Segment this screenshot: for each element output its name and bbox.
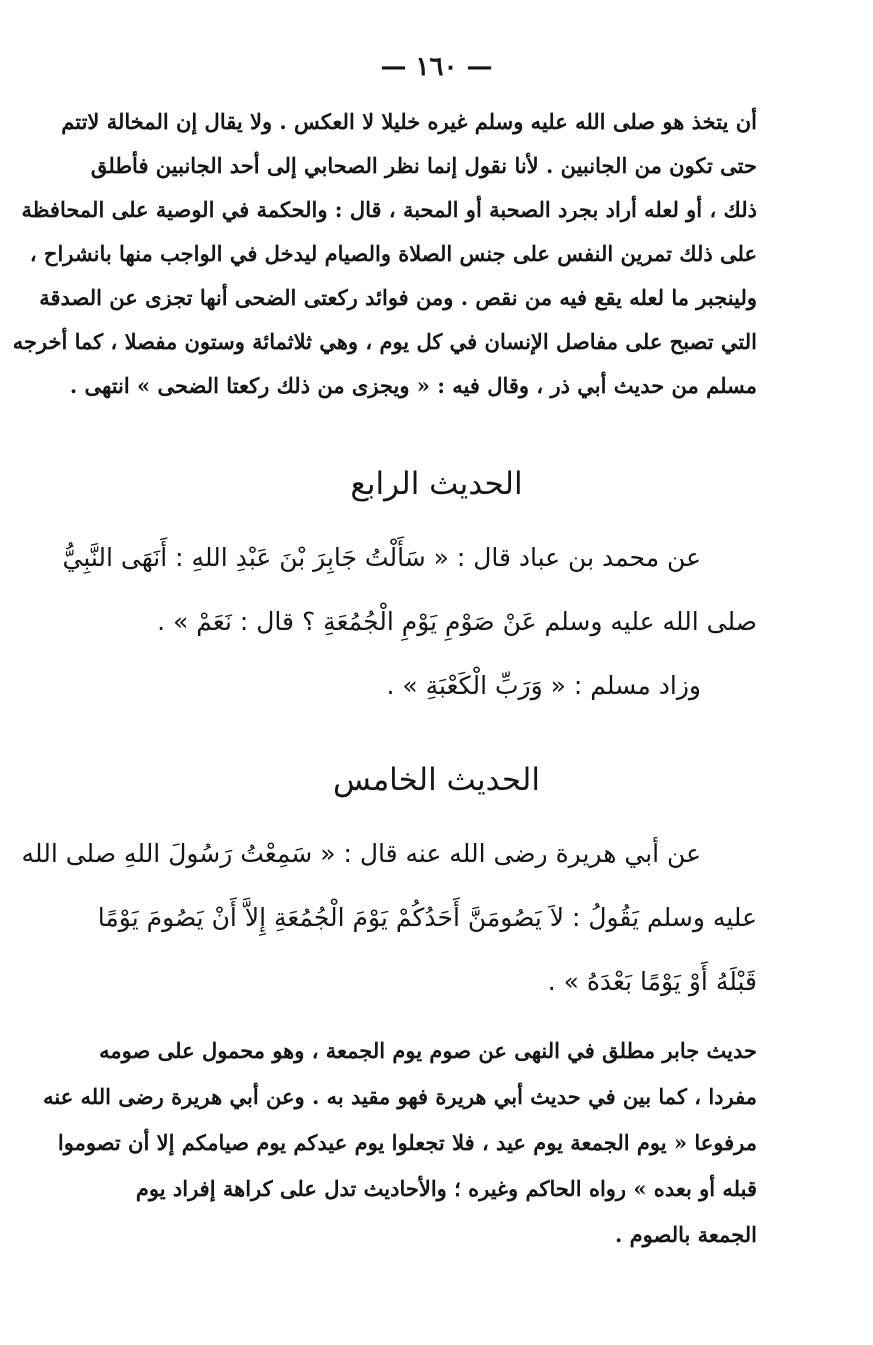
commentary-paragraph-top <box>12 100 757 408</box>
hadith-line: عن أبي هريرة رضى الله عنه قال : « سَمِعْتُ رَسُولَ اللهِ صلى الله <box>21 839 701 868</box>
hadith-line: صلى الله عليه وسلم عَنْ صَوْمِ يَوْمِ الْجُمُعَةِ ؟ قال : نَعَمْ » . <box>157 607 757 636</box>
commentary-line: أن يتخذ هو صلى الله عليه وسلم غيره خليلا لا العكس . ولا يقال إن المخالة لاتتم <box>61 109 757 134</box>
commentary-line: قبله أو بعده » رواه الحاكم وغيره ؛ والأحاديث تدل على كراهة إفراد يوم <box>135 1176 757 1201</box>
hadith-line: عن محمد بن عباد قال : « سَأَلْتُ جَابِرَ بْنَ عَبْدِ اللهِ : أَنَهَى النَّبِيُّ <box>62 543 701 572</box>
commentary-line: حتى تكون من الجانبين . لأنا نقول إنما نظر الصحابي إلى أحد الجانبين فأطلق <box>90 153 757 178</box>
section-heading-hadith-4: الحديث الرابع <box>350 466 523 502</box>
commentary-line: ذلك ، أو لعله أراد بجرد الصحبة أو المحبة ، قال : والحكمة في الوصية على المحافظة <box>21 197 757 222</box>
page-number: — ١٦٠ — <box>380 52 493 82</box>
commentary-line: ولينجبر ما لعله يقع فيه من نقص . ومن فوائد ركعتى الضحى أنها تجزى عن الصدقة <box>39 285 757 310</box>
commentary-line: على ذلك تمرين النفس على جنس الصلاة والصيام ليدخل في الواجب منها بانشراح ، <box>29 241 757 266</box>
hadith-text-4 <box>62 526 757 718</box>
hadith-line: وزاد مسلم : « وَرَبِّ الْكَعْبَةِ » . <box>386 671 701 700</box>
commentary-paragraph-bottom <box>43 1028 757 1258</box>
commentary-line: مرفوعا « يوم الجمعة يوم عيد ، فلا تجعلوا يوم عيدكم يوم صيامكم إلا أن تصوموا <box>57 1130 757 1155</box>
section-heading-hadith-5: الحديث الخامس <box>333 762 540 798</box>
commentary-line: مسلم من حديث أبي ذر ، وقال فيه : « ويجزى من ذلك ركعتا الضحى » انتهى . <box>69 373 757 398</box>
hadith-line: عليه وسلم يَقُولُ : لاَ يَصُومَنَّ أَحَدُكُمْ يَوْمَ الْجُمُعَةِ إِلاَّ أَنْ يَصُومَ يَوْمًا <box>97 903 757 932</box>
commentary-line: الجمعة بالصوم . <box>615 1222 757 1247</box>
commentary-line: التي تصبح على مفاصل الإنسان في كل يوم ، وهي ثلاثمائة وستون مفصلا ، كما أخرجه <box>12 329 757 354</box>
commentary-line: حديث جابر مطلق في النهى عن صوم يوم الجمعة ، وهو محمول على صومه <box>99 1038 757 1063</box>
hadith-line: قَبْلَهُ أَوْ يَوْمًا بَعْدَهُ » . <box>547 967 757 996</box>
commentary-line: مفردا ، كما بين في حديث أبي هريرة فهو مقيد به . وعن أبي هريرة رضى الله عنه <box>43 1084 757 1109</box>
hadith-text-5 <box>21 822 757 1014</box>
